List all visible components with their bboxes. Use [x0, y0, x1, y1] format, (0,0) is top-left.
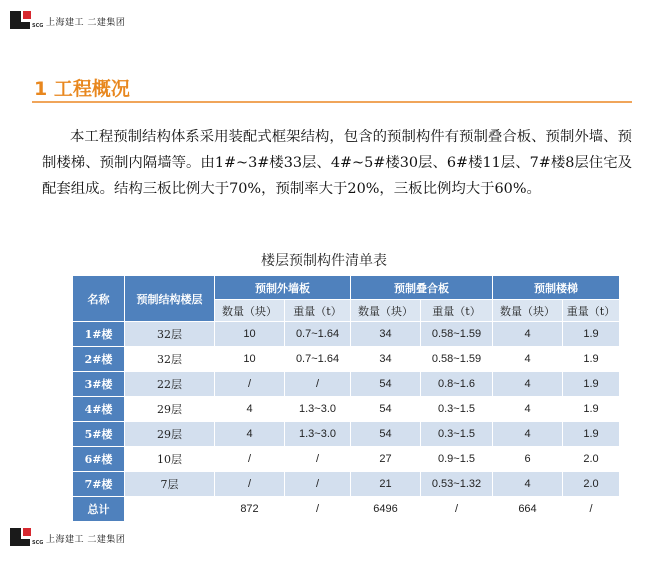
- wall-weight: 1.3~3.0: [285, 422, 351, 447]
- slab-qty: 34: [351, 347, 421, 372]
- table-row: [73, 322, 620, 347]
- header-qty: 数量（块）: [215, 300, 285, 322]
- stair-weight: 2.0: [563, 472, 620, 497]
- wall-weight: 0.7~1.64: [285, 347, 351, 372]
- header-stair: 预制楼梯: [493, 276, 620, 300]
- row-floors: 10层: [125, 447, 215, 472]
- wall-weight: /: [285, 447, 351, 472]
- row-floors: 29层: [125, 397, 215, 422]
- wall-qty: /: [215, 472, 285, 497]
- slab-weight: 0.8~1.6: [421, 372, 493, 397]
- slab-qty: 54: [351, 397, 421, 422]
- table-total-row: [73, 497, 620, 522]
- total-label: 总计: [73, 497, 125, 522]
- table-row: [73, 372, 620, 397]
- wall-weight: 1.3~3.0: [285, 397, 351, 422]
- wall-qty: 4: [215, 397, 285, 422]
- header-logo: [8, 9, 125, 33]
- scg-logo-icon: SCG: [8, 9, 38, 33]
- stair-qty: 4: [493, 322, 563, 347]
- wall-weight: /: [285, 472, 351, 497]
- stair-weight: 1.9: [563, 322, 620, 347]
- row-floors: 32层: [125, 347, 215, 372]
- total-floors: [125, 497, 215, 522]
- table-caption: 楼层预制构件清单表: [261, 253, 387, 269]
- stair-qty: 4: [493, 372, 563, 397]
- stair-weight: 1.9: [563, 422, 620, 447]
- stair-qty: 6: [493, 447, 563, 472]
- header-slab: 预制叠合板: [351, 276, 493, 300]
- table-row: [73, 472, 620, 497]
- stair-weight: 1.9: [563, 347, 620, 372]
- stair-weight: 1.9: [563, 397, 620, 422]
- slab-qty: 34: [351, 322, 421, 347]
- row-name: 6#楼: [73, 447, 125, 472]
- header-name: 名称: [73, 276, 125, 322]
- table-row: [73, 347, 620, 372]
- scg-logo-icon: SCG: [8, 526, 38, 550]
- slab-qty: 54: [351, 372, 421, 397]
- wall-qty: /: [215, 447, 285, 472]
- wall-weight: 0.7~1.64: [285, 322, 351, 347]
- wall-qty: 10: [215, 322, 285, 347]
- total-slab-weight: /: [421, 497, 493, 522]
- table-row: [73, 422, 620, 447]
- stair-qty: 4: [493, 397, 563, 422]
- row-floors: 32层: [125, 322, 215, 347]
- total-stair-weight: /: [563, 497, 620, 522]
- wall-qty: 4: [215, 422, 285, 447]
- total-slab-qty: 6496: [351, 497, 421, 522]
- slab-weight: 0.3~1.5: [421, 422, 493, 447]
- slab-qty: 54: [351, 422, 421, 447]
- row-floors: 22层: [125, 372, 215, 397]
- slab-weight: 0.58~1.59: [421, 347, 493, 372]
- total-wall-qty: 872: [215, 497, 285, 522]
- slab-weight: 0.58~1.59: [421, 322, 493, 347]
- components-table: [72, 275, 620, 522]
- header-weight: 重量（t）: [421, 300, 493, 322]
- header-qty: 数量（块）: [351, 300, 421, 322]
- table-row: [73, 397, 620, 422]
- total-wall-weight: /: [285, 497, 351, 522]
- stair-qty: 4: [493, 472, 563, 497]
- row-name: 4#楼: [73, 397, 125, 422]
- header-weight: 重量（t）: [563, 300, 620, 322]
- slab-qty: 27: [351, 447, 421, 472]
- header-wall: 预制外墙板: [215, 276, 351, 300]
- table-row: [73, 447, 620, 472]
- footer-company-name: 上海建工 二建集团: [46, 534, 126, 545]
- slab-qty: 21: [351, 472, 421, 497]
- slab-weight: 0.53~1.32: [421, 472, 493, 497]
- stair-qty: 4: [493, 422, 563, 447]
- intro-paragraph: 本工程预制结构体系采用装配式框架结构，包含的预制构件有预制叠合板、预制外墙、预制楼梯、预制内隔墙等。由1#~3#楼33层、4#~5#楼30层、6#楼11层、7#楼8层住宅及配套组成。结构三板比例大于70%，预制率大于20%，三板比例均大于60%。: [42, 129, 632, 197]
- wall-weight: /: [285, 372, 351, 397]
- row-name: 2#楼: [73, 347, 125, 372]
- header-company-name: 上海建工 二建集团: [46, 17, 126, 28]
- stair-qty: 4: [493, 347, 563, 372]
- stair-weight: 2.0: [563, 447, 620, 472]
- section-title: 1 工程概况: [34, 78, 130, 100]
- slab-weight: 0.3~1.5: [421, 397, 493, 422]
- row-name: 1#楼: [73, 322, 125, 347]
- row-name: 5#楼: [73, 422, 125, 447]
- row-floors: 7层: [125, 472, 215, 497]
- header-floors: 预制结构楼层: [125, 276, 215, 322]
- header-qty: 数量（块）: [493, 300, 563, 322]
- total-stair-qty: 664: [493, 497, 563, 522]
- row-floors: 29层: [125, 422, 215, 447]
- row-name: 3#楼: [73, 372, 125, 397]
- header-weight: 重量（t）: [285, 300, 351, 322]
- slab-weight: 0.9~1.5: [421, 447, 493, 472]
- footer-logo: [8, 526, 125, 550]
- stair-weight: 1.9: [563, 372, 620, 397]
- title-divider: [32, 101, 632, 103]
- wall-qty: /: [215, 372, 285, 397]
- wall-qty: 10: [215, 347, 285, 372]
- row-name: 7#楼: [73, 472, 125, 497]
